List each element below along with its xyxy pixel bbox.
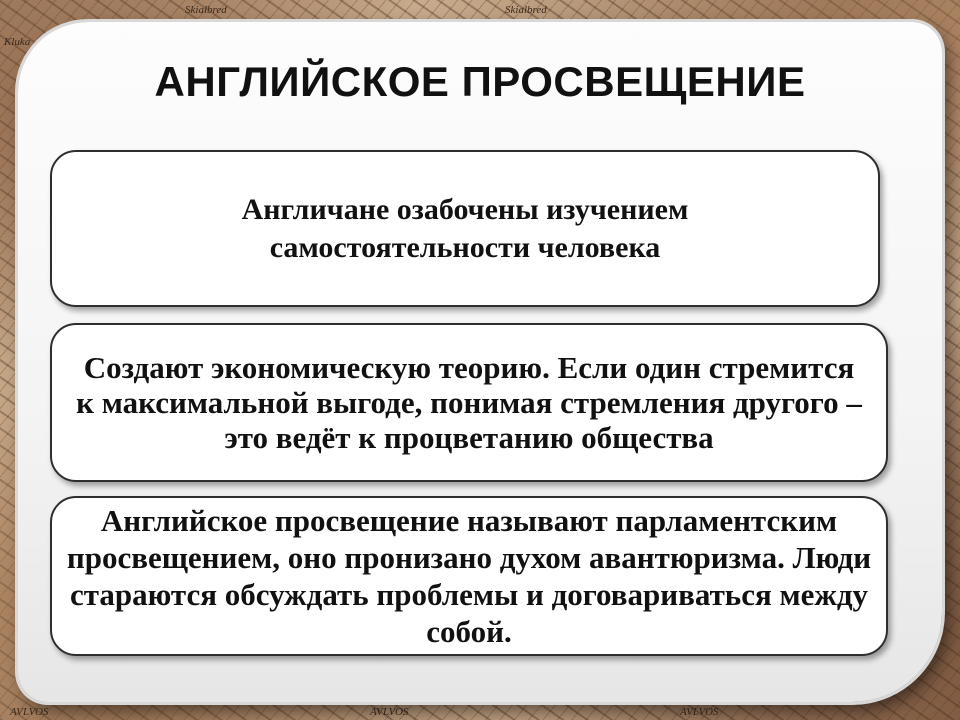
content-box-parliamentary-enlightenment [50, 496, 888, 656]
content-box-text: Создают экономическую теорию. Если один стремится к максимальной выгоде, понимая стремления другого – это ведёт к процветанию общества [76, 350, 862, 455]
map-label: Kluka [4, 36, 31, 48]
map-label: AVLVOS [680, 706, 719, 718]
content-box-self-reliance [50, 150, 880, 307]
slide-title: АНГЛИЙСКОЕ ПРОСВЕЩЕНИЕ [154, 58, 806, 105]
map-label: Skialbred [505, 4, 547, 16]
map-label: AVLVOS [370, 706, 409, 718]
content-box-economic-theory [50, 323, 888, 482]
map-label: Skialbred [185, 4, 227, 16]
map-label: AVLVOS [10, 706, 49, 718]
content-box-text: Английское просвещение называют парламентским просвещением, оно пронизано духом авантюризма. Люди стараются обсуждать проблемы и договариваться между собой. [66, 503, 872, 649]
content-box-text: Англичане озабочены изучением самостоятельности человека [241, 192, 689, 264]
